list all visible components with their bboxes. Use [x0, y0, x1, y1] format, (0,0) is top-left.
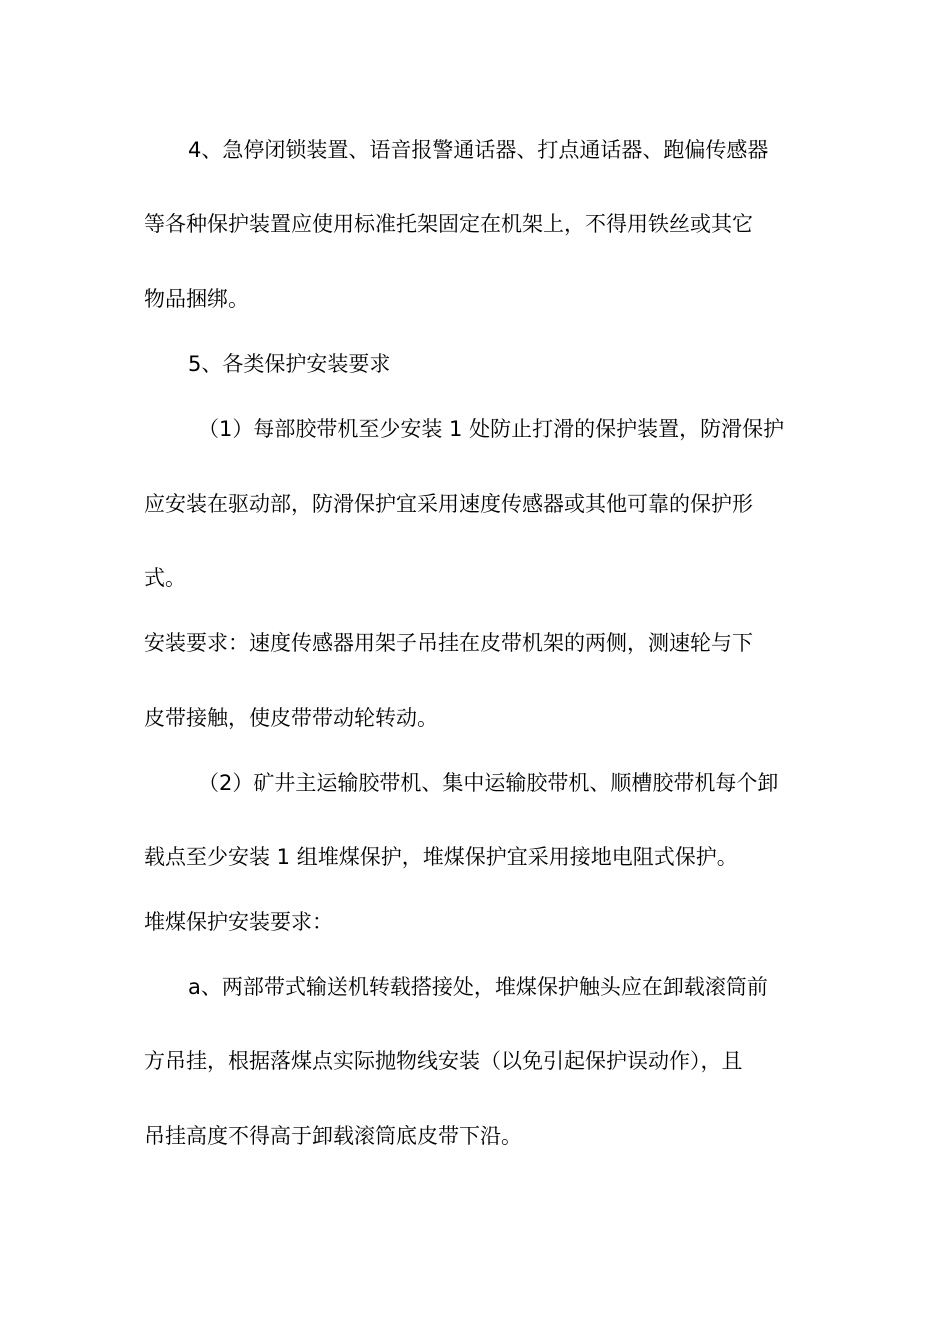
- text-line: 载点至少安装 1 组堆煤保护，堆煤保护宜采用接地电阻式保护。: [144, 845, 738, 869]
- text-line: （1）每部胶带机至少安装 1 处防止打滑的保护装置，防滑保护: [198, 417, 785, 441]
- text-line: 安装要求：速度传感器用架子吊挂在皮带机架的两侧，测速轮与下: [144, 631, 753, 655]
- text-line: 方吊挂，根据落煤点实际抛物线安装（以免引起保护误动作），且: [144, 1049, 743, 1073]
- text-line: 4、急停闭锁装置、语音报警通话器、打点通话器、跑偏传感器: [188, 138, 769, 162]
- text-line: （2）矿井主运输胶带机、集中运输胶带机、顺槽胶带机每个卸: [198, 771, 779, 795]
- text-line: 式。: [144, 566, 186, 590]
- text-line: 物品捆绑。: [144, 287, 249, 311]
- text-line: 应安装在驱动部，防滑保护宜采用速度传感器或其他可靠的保护形: [144, 492, 753, 516]
- text-line: 皮带接触，使皮带带动轮转动。: [144, 706, 438, 730]
- text-line: 等各种保护装置应使用标准托架固定在机架上，不得用铁丝或其它: [144, 212, 753, 236]
- text-line: a、两部带式输送机转载搭接处，堆煤保护触头应在卸载滚筒前: [188, 975, 768, 999]
- text-line: 吊挂高度不得高于卸载滚筒底皮带下沿。: [144, 1124, 522, 1148]
- text-line: 堆煤保护安装要求：: [144, 910, 333, 934]
- text-line: 5、各类保护安装要求: [188, 352, 391, 376]
